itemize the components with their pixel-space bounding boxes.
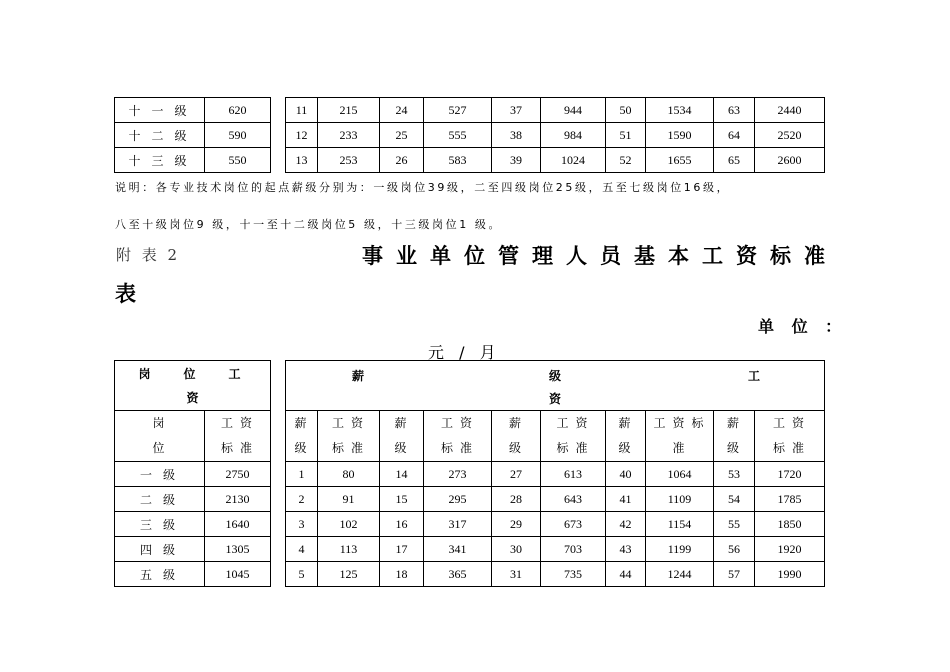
value-cell: 984: [541, 123, 606, 148]
post-cell: 四 级: [115, 537, 205, 562]
value-cell: 1534: [646, 98, 714, 123]
wage-cell: 1640: [205, 512, 271, 537]
header-text: 工: [748, 369, 761, 383]
col-standard-header: [424, 411, 492, 462]
value-cell: 253: [318, 148, 380, 173]
table-row: [286, 487, 825, 512]
table-row: [115, 537, 271, 562]
header-text: 级: [618, 441, 633, 455]
level-cell: 43: [606, 537, 646, 562]
level-cell: 17: [380, 537, 424, 562]
level-cell: 52: [606, 148, 646, 173]
table-row: [115, 123, 271, 148]
header-text: 工 资: [440, 416, 474, 430]
value-cell: 365: [424, 562, 492, 587]
col-standard-header: [318, 411, 380, 462]
level-cell: 41: [606, 487, 646, 512]
value-cell: 555: [424, 123, 492, 148]
table-row: [115, 462, 271, 487]
top-post-wage-table: [114, 97, 271, 173]
level-cell: 38: [492, 123, 541, 148]
level-cell: 37: [492, 98, 541, 123]
level-cell: 27: [492, 462, 541, 487]
unit-value: 元 / 月: [428, 343, 501, 362]
appendix-label: 附 表 2: [116, 246, 181, 264]
post-cell: 一 级: [115, 462, 205, 487]
level-cell: 57: [714, 562, 755, 587]
header-text: 薪: [294, 416, 309, 430]
value-cell: 1109: [646, 487, 714, 512]
header-text: 资: [186, 390, 199, 405]
header-text: 标 准: [221, 441, 255, 455]
value-cell: 295: [424, 487, 492, 512]
level-cell: 44: [606, 562, 646, 587]
value-cell: 317: [424, 512, 492, 537]
value-cell: 1655: [646, 148, 714, 173]
header-text: 薪: [618, 416, 633, 430]
table-subheader-row: [286, 411, 825, 462]
table-row: [286, 123, 825, 148]
value-cell: 1154: [646, 512, 714, 537]
salary-level-header: [286, 361, 825, 411]
header-text: 工 资: [773, 416, 807, 430]
level-cell: 39: [492, 148, 541, 173]
level-cell: 4: [286, 537, 318, 562]
table-row: [286, 148, 825, 173]
header-text: 薪: [508, 416, 523, 430]
wage-cell: 620: [205, 98, 271, 123]
level-cell: 65: [714, 148, 755, 173]
value-cell: 1990: [755, 562, 825, 587]
level-cell: 53: [714, 462, 755, 487]
table-row: [115, 148, 271, 173]
wage-cell: 1045: [205, 562, 271, 587]
header-text: 资: [549, 392, 562, 406]
table-subheader-row: [115, 411, 271, 462]
header-text: 级: [394, 441, 409, 455]
col-standard-header: [541, 411, 606, 462]
value-cell: 215: [318, 98, 380, 123]
level-cell: 3: [286, 512, 318, 537]
value-cell: 735: [541, 562, 606, 587]
table-row: [115, 98, 271, 123]
level-cell: 28: [492, 487, 541, 512]
value-cell: 125: [318, 562, 380, 587]
table-row: [115, 487, 271, 512]
level-cell: 1: [286, 462, 318, 487]
value-cell: 1199: [646, 537, 714, 562]
wage-cell: 590: [205, 123, 271, 148]
header-text: 标 准: [773, 441, 807, 455]
table-row: [286, 562, 825, 587]
value-cell: 1244: [646, 562, 714, 587]
table-header-row: [286, 361, 825, 411]
page-title-continued: 表: [115, 282, 149, 306]
value-cell: 1064: [646, 462, 714, 487]
header-text: 岗 位 工: [138, 366, 247, 381]
value-cell: 1920: [755, 537, 825, 562]
value-cell: 91: [318, 487, 380, 512]
level-cell: 2: [286, 487, 318, 512]
level-cell: 11: [286, 98, 318, 123]
post-wage-table: [114, 360, 271, 587]
note-line-2: 八至十级岗位9 级，十一至十二级岗位5 级，十三级岗位1 级。: [115, 218, 503, 231]
col-level-header: [286, 411, 318, 462]
header-text: 位: [152, 441, 167, 455]
post-cell: 三 级: [115, 512, 205, 537]
level-cell: 54: [714, 487, 755, 512]
col-level-header: [380, 411, 424, 462]
value-cell: 341: [424, 537, 492, 562]
level-cell: 5: [286, 562, 318, 587]
table-row: [286, 512, 825, 537]
table-row: [286, 537, 825, 562]
level-cell: 64: [714, 123, 755, 148]
header-text: 级: [549, 369, 562, 383]
table-row: [286, 462, 825, 487]
level-cell: 31: [492, 562, 541, 587]
level-cell: 18: [380, 562, 424, 587]
level-cell: 25: [380, 123, 424, 148]
value-cell: 113: [318, 537, 380, 562]
wage-cell: 2750: [205, 462, 271, 487]
col-level-header: [606, 411, 646, 462]
header-text: 工 资: [331, 416, 365, 430]
level-cell: 40: [606, 462, 646, 487]
col-level-header: [492, 411, 541, 462]
table-header-row: [115, 361, 271, 411]
table-row: [286, 98, 825, 123]
post-cell: 十 一 级: [115, 98, 205, 123]
level-cell: 14: [380, 462, 424, 487]
level-cell: 13: [286, 148, 318, 173]
value-cell: 643: [541, 487, 606, 512]
value-cell: 1720: [755, 462, 825, 487]
level-cell: 42: [606, 512, 646, 537]
post-cell: 二 级: [115, 487, 205, 512]
unit-label: 单 位 ：: [758, 317, 848, 336]
top-salary-level-table: [285, 97, 825, 173]
wage-cell: 550: [205, 148, 271, 173]
level-cell: 50: [606, 98, 646, 123]
value-cell: 703: [541, 537, 606, 562]
value-cell: 2520: [755, 123, 825, 148]
page-title: 事业单位管理人员基本工资标准: [362, 244, 838, 268]
value-cell: 583: [424, 148, 492, 173]
header-text: 岗: [152, 416, 167, 430]
post-cell: 十 二 级: [115, 123, 205, 148]
header-text: 级: [508, 441, 523, 455]
value-cell: 1785: [755, 487, 825, 512]
value-cell: 1590: [646, 123, 714, 148]
header-text: 标 准: [331, 441, 365, 455]
header-text: 工 资: [556, 416, 590, 430]
value-cell: 944: [541, 98, 606, 123]
value-cell: 2600: [755, 148, 825, 173]
level-cell: 51: [606, 123, 646, 148]
level-cell: 24: [380, 98, 424, 123]
value-cell: 80: [318, 462, 380, 487]
value-cell: 1850: [755, 512, 825, 537]
table-row: [115, 512, 271, 537]
col-standard-header: [646, 411, 714, 462]
level-cell: 30: [492, 537, 541, 562]
col-standard-header: [755, 411, 825, 462]
value-cell: 2440: [755, 98, 825, 123]
level-cell: 55: [714, 512, 755, 537]
value-cell: 613: [541, 462, 606, 487]
value-cell: 102: [318, 512, 380, 537]
level-cell: 63: [714, 98, 755, 123]
post-cell: 五 级: [115, 562, 205, 587]
post-wage-header: [115, 361, 271, 411]
post-cell: 十 三 级: [115, 148, 205, 173]
value-cell: 673: [541, 512, 606, 537]
level-cell: 29: [492, 512, 541, 537]
col-post-header: [115, 411, 205, 462]
salary-level-table: [285, 360, 825, 587]
value-cell: 1024: [541, 148, 606, 173]
value-cell: 527: [424, 98, 492, 123]
header-text: 工 资 标: [653, 416, 706, 430]
header-text: 薪: [352, 369, 365, 383]
header-text: 级: [726, 441, 741, 455]
table-row: [115, 562, 271, 587]
level-cell: 12: [286, 123, 318, 148]
header-text: 标 准: [440, 441, 474, 455]
header-text: 级: [294, 441, 309, 455]
header-text: 工 资: [221, 416, 255, 430]
col-level-header: [714, 411, 755, 462]
note-line-1: 说明：各专业技术岗位的起点薪级分别为：一级岗位39级，二至四级岗位25级，五至七级岗位16级，: [115, 181, 731, 194]
header-text: 标 准: [556, 441, 590, 455]
header-text: 薪: [726, 416, 741, 430]
value-cell: 233: [318, 123, 380, 148]
col-wage-header: [205, 411, 271, 462]
level-cell: 15: [380, 487, 424, 512]
level-cell: 16: [380, 512, 424, 537]
level-cell: 56: [714, 537, 755, 562]
wage-cell: 1305: [205, 537, 271, 562]
header-text: 准: [672, 441, 687, 455]
wage-cell: 2130: [205, 487, 271, 512]
value-cell: 273: [424, 462, 492, 487]
header-text: 薪: [394, 416, 409, 430]
level-cell: 26: [380, 148, 424, 173]
